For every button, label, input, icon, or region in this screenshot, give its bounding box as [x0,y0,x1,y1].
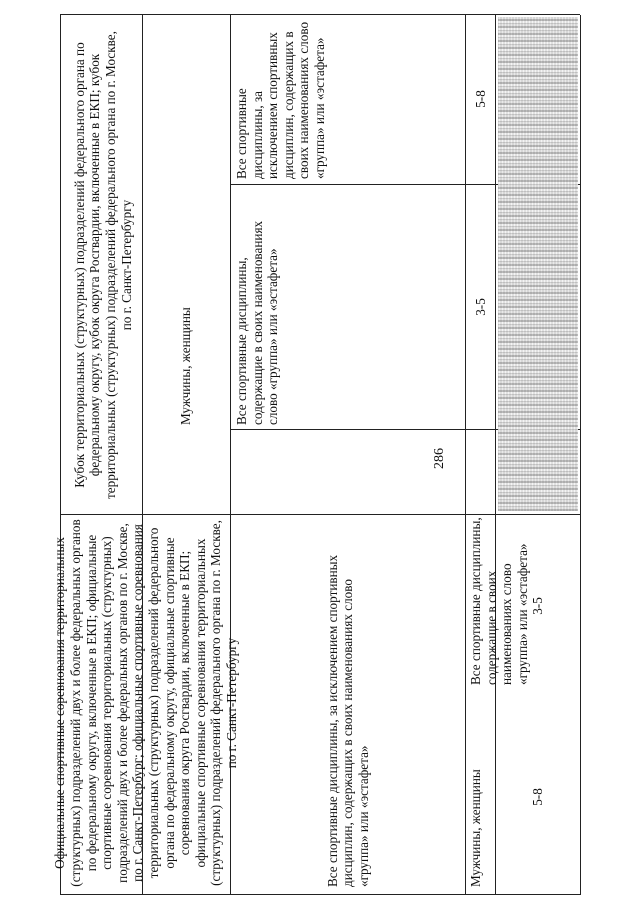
count-cell-1b: 3-5 [472,298,488,316]
block-divider [60,514,580,515]
table-border-right [60,14,580,15]
sports-table [52,15,580,895]
row-divider-count-top [465,15,466,895]
discipline-cell-1b: Все спортивные дисциплины, содержащие в своих наименованиях слово «группа» или «эстафета» [234,220,281,425]
competition-cell-1: Кубок территориальных (структурных) подразделений федерального органа по федеральному округу, кубок округа Росгвардии, включенные в ЕКП; кубок территориальных (структурных) подразделений федерального органа по г. Москве, по г. Санкт-Петербургу [71,31,134,499]
discipline-cell-1a: Все спортивные дисциплины, за исключением спортивных дисциплин, содержащих в своих наименованиях слово «группа» или «эстафета» [234,21,327,179]
table-border-left [60,894,580,895]
count-cell-2b: 3-5 [529,597,545,615]
competition-cell-2: Официальные спортивные соревнования территориальных (структурных) подразделений двух и более федеральных органов по федеральному округу, включенные в ЕКП; официальные спортивные соревнования территориальных (структурных) подразделений двух и более федеральных органов по г. Москве, по г. Санкт-Петербург; официальные спортивные соревнования территориальных (структурных) подразделений федерального органа по федеральному округу, официальные спортивные соревнования округа Росгвардии, включенные в ЕКП; официальные спортивные соревнования территориальных (структурных) подразделений федерального органа по г. Москве, по г. Санкт-Петербургу [52,519,239,887]
shaded-strip-right [498,17,578,511]
discipline-cell-2b: Все спортивные дисциплины, содержащие в своих наименованиях слово «группа» или «эстафета» [468,517,530,685]
count-cell-1a: 5-8 [472,90,488,108]
gender-cell-2: Мужчины, женщины [468,769,483,887]
row-divider-shaded-1 [495,15,496,895]
page-number: 286 [432,448,447,469]
count-cell-2a: 5-8 [529,788,545,806]
gender-cell-1: Мужчины, женщины [178,307,194,425]
table-border-bottom [580,15,581,895]
discipline-cell-2a: Все спортивные дисциплины, за исключением спортивных дисциплин, содержащих в своих наименованиях слово «группа» или «эстафета» [324,554,371,887]
